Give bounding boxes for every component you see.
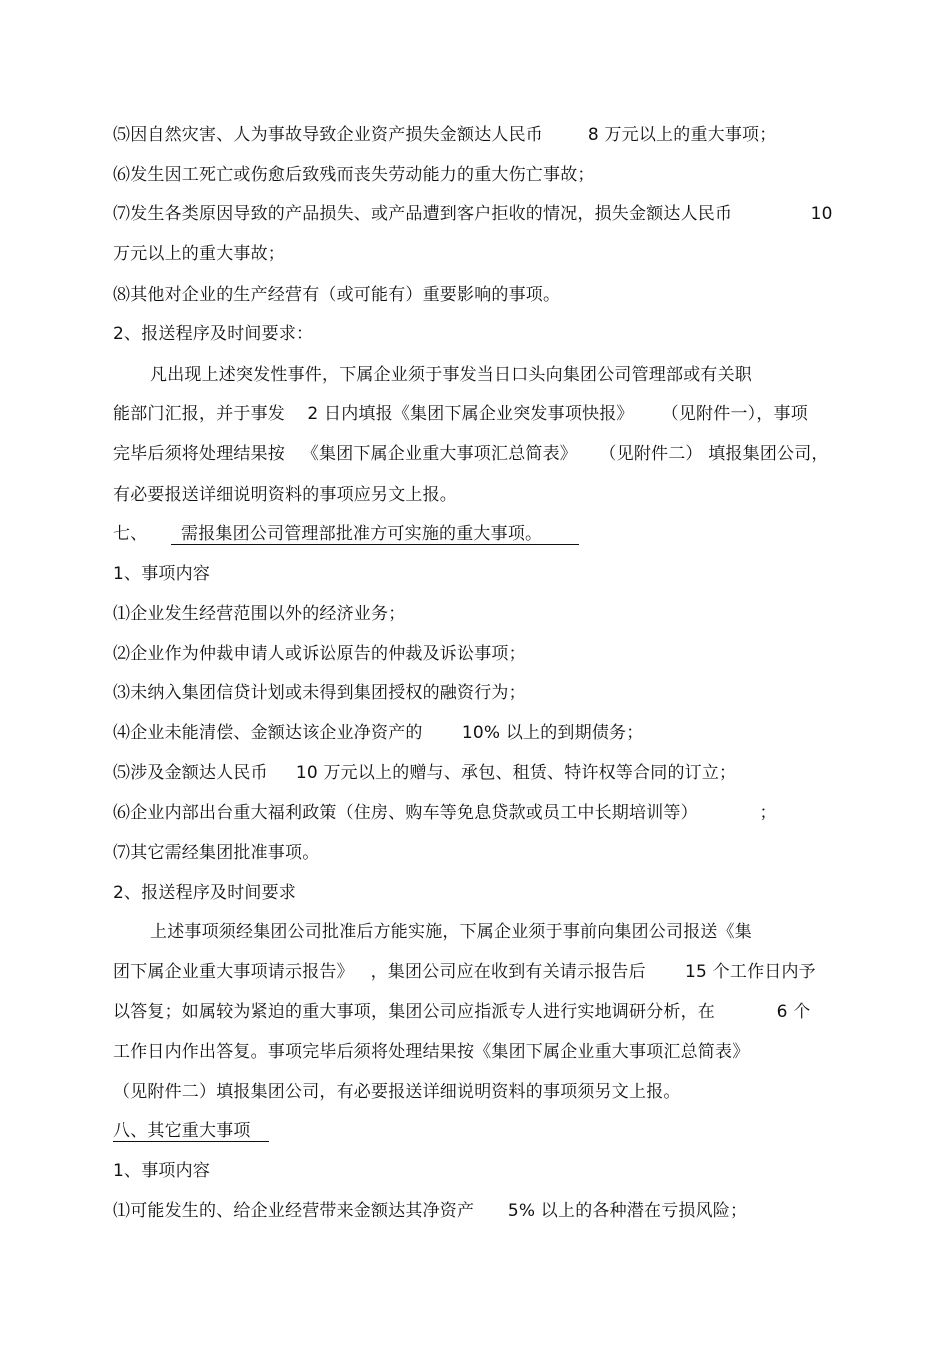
section-7-procedure-heading: 2、报送程序及时间要求 bbox=[113, 883, 297, 903]
section-7-heading: 七、 需报集团公司管理部批准方可实施的重大事项。 bbox=[113, 524, 543, 544]
item-6-casualty-accident: ⑹发生因工死亡或伤愈后致残而丧失劳动能力的重大伤亡事故； bbox=[113, 165, 595, 185]
section-8-heading: 八、其它重大事项 bbox=[113, 1121, 251, 1141]
section-7-item-1: ⑴企业发生经营范围以外的经济业务； bbox=[113, 604, 406, 624]
section-7-item-6: ⑹企业内部出台重大福利政策（住房、购车等免息贷款或员工中长期培训等） ； bbox=[113, 803, 777, 823]
section-7-item-5: ⑸涉及金额达人民币 10 万元以上的赠与、承包、租赁、特许权等合同的订立； bbox=[113, 763, 737, 783]
section-7-procedure-paragraph-line-2: 团下属企业重大事项请示报告》 ，集团公司应在收到有关请示报告后 15 个工作日内予 bbox=[113, 962, 816, 982]
section-8-items-heading: 1、事项内容 bbox=[113, 1161, 211, 1181]
section-6-procedure-paragraph-line-4: 有必要报送详细说明资料的事项应另文上报。 bbox=[113, 485, 457, 505]
section-7-procedure-paragraph-line-3: 以答复；如属较为紧迫的重大事项，集团公司应指派专人进行实地调研分析，在 6 个 bbox=[113, 1002, 811, 1022]
section-7-item-2: ⑵企业作为仲裁申请人或诉讼原告的仲裁及诉讼事项； bbox=[113, 644, 526, 664]
section-7-item-3: ⑶未纳入集团信贷计划或未得到集团授权的融资行为； bbox=[113, 683, 526, 703]
section-7-procedure-paragraph-line-5: （见附件二）填报集团公司，有必要报送详细说明资料的事项须另文上报。 bbox=[113, 1082, 681, 1102]
section-7-item-7: ⑺其它需经集团批准事项。 bbox=[113, 843, 320, 863]
section-7-item-4: ⑷企业未能清偿、金额达该企业净资产的 10% 以上的到期债务； bbox=[113, 723, 644, 743]
section-6-procedure-paragraph-line-1: 凡出现上述突发性事件，下属企业须于事发当日口头向集团公司管理部或有关职 bbox=[150, 365, 752, 385]
item-8-other-matters: ⑻其他对企业的生产经营有（或可能有）重要影响的事项。 bbox=[113, 285, 561, 305]
section-7-heading-underline bbox=[171, 544, 579, 545]
section-8-item-1: ⑴可能发生的、给企业经营带来金额达其净资产 5% 以上的各种潜在亏损风险； bbox=[113, 1201, 748, 1221]
item-7-product-loss: ⑺发生各类原因导致的产品损失、或产品遭到客户拒收的情况，损失金额达人民币 10 bbox=[113, 204, 833, 224]
section-6-procedure-heading: 2、报送程序及时间要求： bbox=[113, 324, 314, 344]
item-5-natural-disaster-loss: ⑸因自然灾害、人为事故导致企业资产损失金额达人民币 8 万元以上的重大事项； bbox=[113, 125, 777, 145]
section-6-procedure-paragraph-line-2: 能部门汇报，并于事发 2 日内填报《集团下属企业突发事项快报》 （见附件一），事项 bbox=[113, 404, 808, 424]
section-7-items-heading: 1、事项内容 bbox=[113, 564, 211, 584]
section-7-procedure-paragraph-line-4: 工作日内作出答复。事项完毕后须将处理结果按《集团下属企业重大事项汇总简表》 bbox=[113, 1042, 750, 1062]
section-7-procedure-paragraph-line-1: 上述事项须经集团公司批准后方能实施，下属企业须于事前向集团公司报送《集 bbox=[150, 922, 752, 942]
item-7-continuation: 万元以上的重大事故； bbox=[113, 244, 285, 264]
section-8-heading-underline bbox=[113, 1141, 269, 1142]
section-6-procedure-paragraph-line-3: 完毕后须将处理结果按 《集团下属企业重大事项汇总简表》 （见附件二） 填报集团公司， bbox=[113, 444, 829, 464]
